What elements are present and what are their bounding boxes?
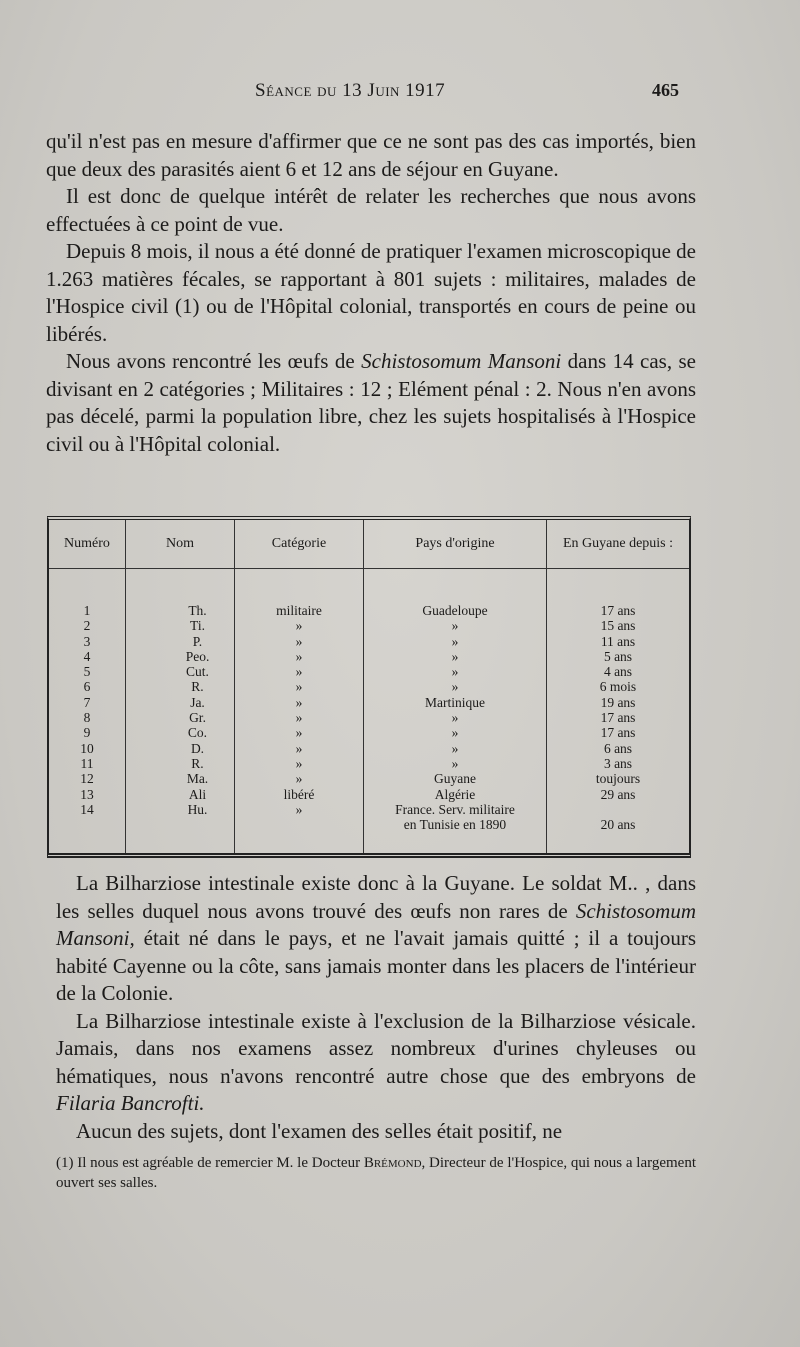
table-cell: » (451, 633, 459, 649)
table-cell: 17 ans (600, 725, 636, 741)
table-cell: 29 ans (600, 786, 636, 802)
table-cell: Ma. (186, 771, 209, 787)
table-cell: » (295, 740, 303, 756)
column-categorie (235, 569, 364, 854)
paragraph-continuation: qu'il n'est pas en mesure d'affirmer que ce ne sont pas des cas importés, bien que deux des parasités aient 6 et 12 ans de séjour en Guyane. (46, 129, 696, 181)
table-cell: 3 (83, 633, 91, 649)
paragraph-vesical (56, 1008, 696, 1118)
table-cell: » (295, 801, 303, 817)
body-text-bottom (56, 870, 696, 1145)
text-segment: était né dans le pays, et ne l'avait jamais quitté ; il a toujours habité Cayenne ou la côte, sans jamais monter dans les placers de l'intérieur de la Colonie. (56, 926, 696, 1005)
table-cell: » (295, 679, 303, 695)
table-cell: 4 (83, 648, 91, 664)
table-cell: Algérie (434, 786, 476, 802)
text-segment: dans 14 cas, se divisant en 2 catégories ; Militaires : 12 ; Elément pénal : 2. Nous n'en avons pas décelé, parmi la population libre, chez les sujets hospitalisés à l'Hospice civil ou à l'Hôpital colonial. (46, 349, 696, 456)
table-cell: » (451, 648, 459, 664)
text-segment: La Bilharziose intestinale existe à l'exclusion de la Bilharziose vésicale. Jamais, dans nos examens assez nombreux d'urines chyleuses ou hématiques, nous n'avons rencontré autre chose que des embryons de (56, 1008, 696, 1088)
table-cell: 5 ans (603, 648, 633, 664)
table-cell: 14 (80, 801, 94, 817)
table-cell: en Tunisie en 1890 (403, 817, 507, 833)
table-cell: 3 ans (603, 755, 633, 771)
paragraph-last-line: Aucun des sujets, dont l'examen des selles était positif, ne (76, 1118, 563, 1143)
table-cell: 12 (80, 771, 94, 787)
author-name: Brémond (363, 1155, 422, 1171)
table-cell: Martinique (425, 694, 485, 710)
header-categorie: Catégorie (235, 520, 364, 569)
header-nom: Nom (126, 520, 235, 569)
column-pays (364, 569, 547, 854)
table-cell: Ti. (190, 618, 205, 634)
table-cell: » (295, 710, 303, 726)
table-cell: 17 ans (600, 710, 636, 726)
text-segment: , Directeur de l'Hospice, qui nous a largement ouvert ses salles. (56, 1155, 696, 1191)
table-cell: 13 (80, 786, 94, 802)
table-cell: 15 ans (600, 618, 636, 634)
table-cell: P. (192, 633, 203, 649)
species-name: Schistosomum Mansoni, (56, 898, 696, 950)
species-name: Filaria Bancrofti. (56, 1091, 205, 1115)
table-cell: 6 ans (603, 740, 633, 756)
case-table (47, 516, 691, 858)
table-cell: France. Serv. militaire (395, 801, 515, 817)
table-cell: » (295, 633, 303, 649)
table-cell: 20 ans (600, 817, 636, 833)
table-cell: 17 ans (600, 603, 636, 618)
table-cell: 10 (80, 740, 94, 756)
table-cell: 8 (83, 710, 91, 726)
header-numero: Numéro (49, 520, 126, 569)
table-cell: 2 (83, 618, 91, 634)
table-cell: Ja. (190, 694, 205, 710)
table-cell: » (295, 771, 303, 787)
table-cell: Gr. (189, 710, 206, 726)
table-cell: Th. (188, 603, 207, 618)
table-cell: Guyane (434, 771, 476, 787)
table-cell: » (451, 618, 459, 634)
table-cell (548, 802, 688, 817)
table-cell: militaire (276, 603, 322, 618)
table-cell: 11 ans (600, 633, 636, 649)
table-cell: Peo. (185, 648, 210, 664)
table-cell: » (295, 664, 303, 680)
text-segment: La Bilharziose intestinale existe donc à la Guyane. Le soldat M.. , dans les selles duquel nous avons trouvé des œufs non rares de (56, 871, 696, 923)
paragraph-interest: Il est donc de quelque intérêt de relater les recherches que nous avons effectuées à ce point de vue. (46, 184, 696, 236)
table-cell: » (295, 755, 303, 771)
table-cell: 11 (80, 755, 94, 771)
table-cell: » (295, 648, 303, 664)
table-cell: Hu. (187, 801, 208, 817)
body-text-top (46, 128, 696, 458)
page-header (0, 80, 800, 110)
header-pays: Pays d'origine (364, 520, 547, 569)
table-cell: 1 (83, 603, 91, 618)
paragraph-conclusion (56, 870, 696, 1008)
table-cell: 7 (83, 694, 91, 710)
table-cell: Guadeloupe (422, 603, 488, 618)
table-cell: 6 mois (599, 679, 637, 695)
table-cell: » (451, 740, 459, 756)
column-nom (126, 569, 235, 854)
table-cell: » (451, 755, 459, 771)
table-cell: libéré (283, 786, 315, 802)
table-cell: R. (191, 679, 204, 695)
table-cell: 6 (83, 679, 91, 695)
column-numero (49, 569, 126, 854)
header-guyane-depuis: En Guyane depuis : (547, 520, 690, 569)
species-name: Schistosomum Mansoni (361, 349, 562, 373)
table-cell: » (451, 664, 459, 680)
table-cell: Cut. (186, 664, 209, 680)
table-cell: D. (190, 740, 205, 756)
table-cell: 4 ans (603, 664, 633, 680)
table-cell: toujours (595, 771, 641, 787)
paragraph-schisto-cases (46, 348, 696, 458)
running-head: Séance du 13 Juin 1917 (255, 80, 446, 101)
footnote (56, 1153, 696, 1193)
table-cell: 9 (83, 725, 91, 741)
table-cell: 19 ans (600, 694, 636, 710)
page-number: 465 (652, 80, 679, 100)
table-cell: » (295, 725, 303, 741)
text-segment: Nous avons rencontré les œufs de (66, 349, 362, 373)
table-cell: Ali (188, 786, 207, 802)
column-guyane-depuis (547, 569, 690, 854)
table-cell: R. (191, 755, 204, 771)
table-cell: Co. (187, 725, 208, 741)
table-cell: 5 (83, 664, 91, 680)
table-cell: » (295, 694, 303, 710)
paragraph-examinations: Depuis 8 mois, il nous a été donné de pratiquer l'examen microscopique de 1.263 matières fécales, se rapportant à 801 sujets : militaires, malades de l'Hospice civil (1) ou de l'Hôpital colonial, transportés en cours de peine ou libérés. (46, 239, 696, 346)
table-cell: » (295, 618, 303, 634)
text-segment: (1) Il nous est agréable de remercier M. le Docteur (56, 1155, 364, 1171)
table-cell: » (451, 679, 459, 695)
table-cell: » (451, 725, 459, 741)
table-cell: » (451, 710, 459, 726)
